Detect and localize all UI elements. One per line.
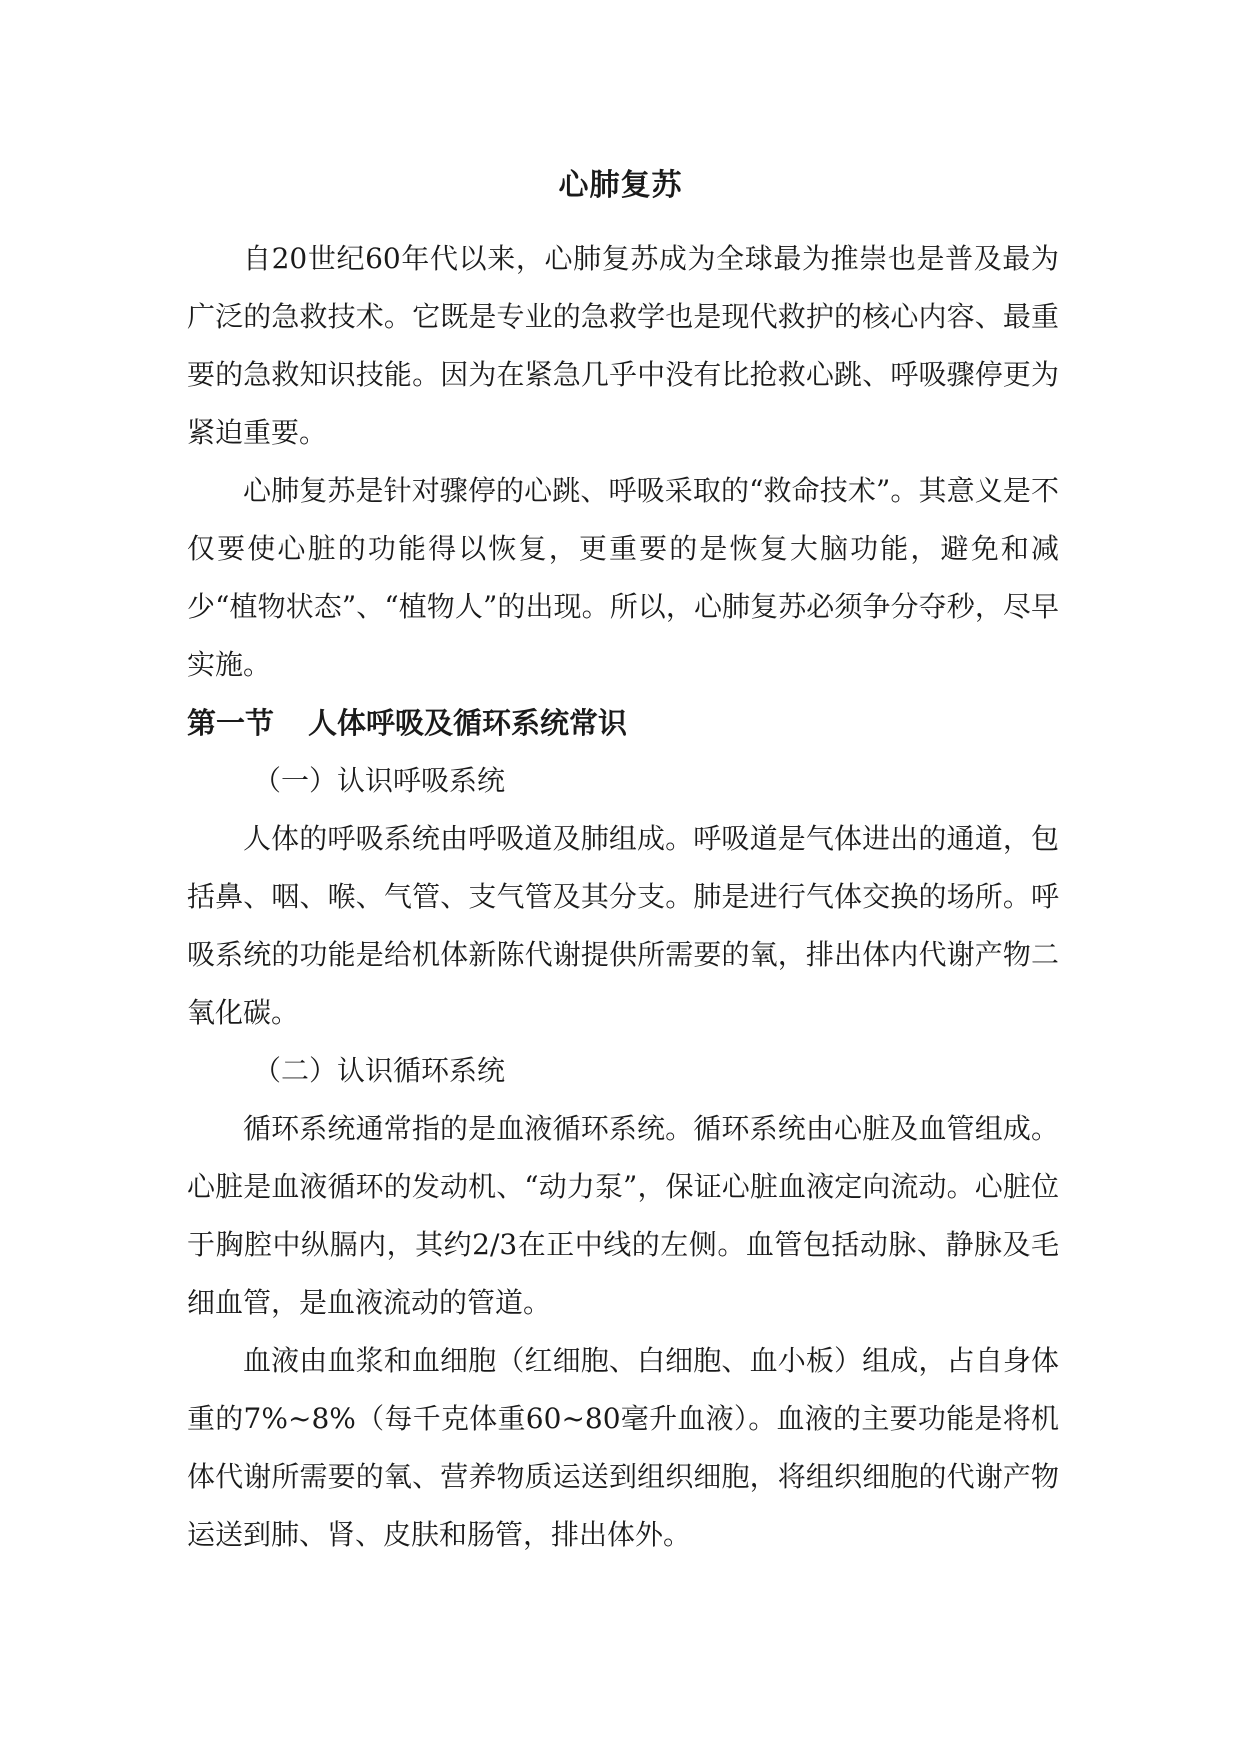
circulatory-paragraph-2: 血液由血浆和血细胞（红细胞、白细胞、血小板）组成，占自身体重的7%~8%（每千克体重60~80毫升血液）。血液的主要功能是将机体代谢所需要的氧、营养物质运送到组织细胞，将组织细胞的代谢产物运送到肺、肾、皮肤和肠管，排出体外。	[187, 1344, 1059, 1551]
document-title: 心肺复苏	[558, 168, 683, 203]
intro-paragraph-2: 心肺复苏是针对骤停的心跳、呼吸采取的“救命技术”。其意义是不仅要使心脏的功能得以恢复，更重要的是恢复大脑功能，避免和减少“植物状态”、“植物人”的出现。所以，心肺复苏必须争分夺秒，尽早实施。	[187, 474, 1059, 681]
circulatory-paragraph-1: 循环系统通常指的是血液循环系统。循环系统由心脏及血管组成。心脏是血液循环的发动机、“动力泵”，保证心脏血液定向流动。心脏位于胸腔中纵膈内，其约2/3在正中线的左侧。血管包括动脉、静脉及毛细血管，是血液流动的管道。	[187, 1112, 1059, 1319]
section-heading	[187, 694, 1059, 752]
section-name: 人体呼吸及循环系统常识	[308, 706, 628, 740]
intro-paragraph-1: 自20世纪60年代以来，心肺复苏成为全球最为推崇也是普及最为广泛的急救技术。它既是专业的急救学也是现代救护的核心内容、最重要的急救知识技能。因为在紧急几乎中没有比抢救心跳、呼吸骤停更为紧迫重要。	[187, 242, 1059, 449]
subsection-heading-circulatory: （二）认识循环系统	[253, 1054, 506, 1087]
subsection-heading-respiratory: （一）认识呼吸系统	[253, 764, 506, 797]
section-number: 第一节	[187, 706, 275, 740]
respiratory-paragraph: 人体的呼吸系统由呼吸道及肺组成。呼吸道是气体进出的通道，包括鼻、咽、喉、气管、支气管及其分支。肺是进行气体交换的场所。呼吸系统的功能是给机体新陈代谢提供所需要的氧，排出体内代谢产物二氧化碳。	[187, 822, 1059, 1029]
document-body	[187, 230, 1059, 1564]
